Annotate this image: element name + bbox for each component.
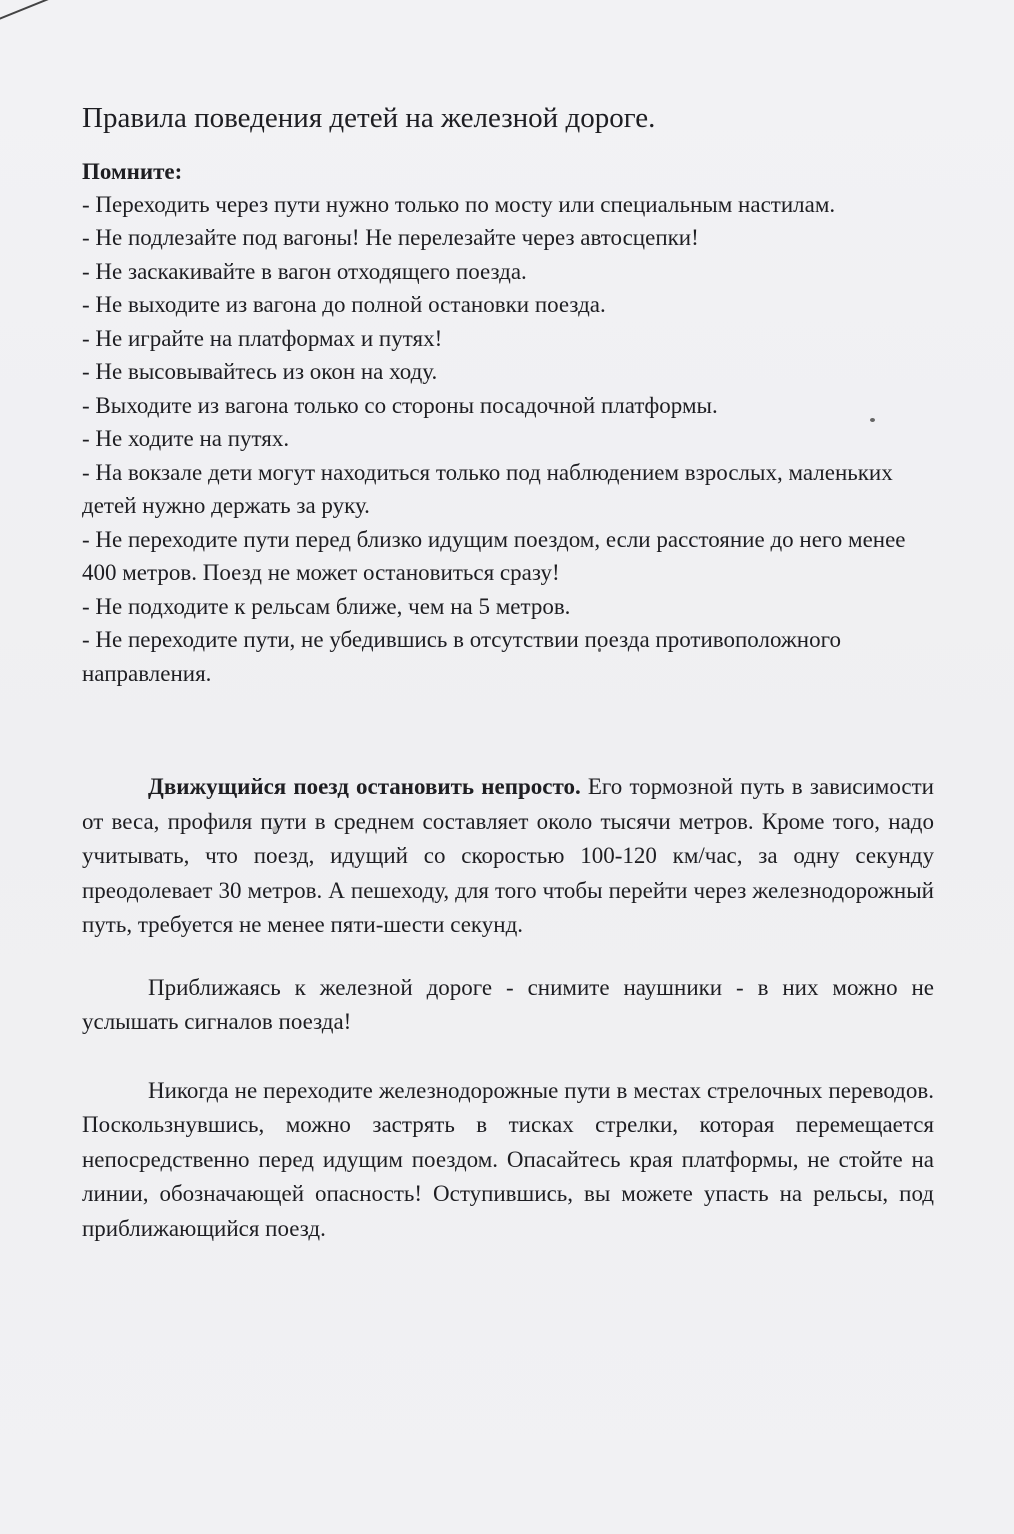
rule-item: - Не подходите к рельсам ближе, чем на 5 метров.	[82, 593, 571, 619]
braking-paragraph-text: Его тормозной путь в зависимости от веса, профиля пути в среднем составляет около тысячи метров. Кроме того, надо учитывать, что поезд, идущий со скоростью 100-120 км/час, за одну секунду преодолевает 30 метров. А пешеходу, для того чтобы перейти через железнодорожный путь, требуется не менее пяти-шести секунд.	[82, 774, 934, 938]
rule-item: - Не заскакивайте в вагон отходящего поезда.	[82, 258, 527, 284]
rule-item: - Переходить через пути нужно только по мосту или специальным настилам.	[82, 191, 836, 217]
document-content	[82, 100, 934, 1246]
rule-item: - Не высовывайтесь из окон на ходу.	[82, 359, 438, 385]
rule-item: - Не подлезайте под вагоны! Не перелезайте через автосцепки!	[82, 225, 699, 251]
rule-item: - Не переходите пути перед близко идущим поездом, если расстояние до него менее 400 метров. Поезд не может остановиться сразу!	[82, 526, 906, 586]
rule-item: - Не ходите на путях.	[82, 426, 290, 452]
switches-paragraph: Никогда не переходите железнодорожные пути в местах стрелочных переводов. Поскользнувшись, можно застрять в тисках стрелки, которая перемещается непосредственно перед идущим поездом. Опасайтесь края платформы, не стойте на линии, обозначающей опасность! Оступившись, вы можете упасть на рельсы, под приближающийся поезд.	[82, 1077, 934, 1241]
rules-list	[82, 188, 934, 691]
headphones-paragraph: Приближаясь к железной дороге - снимите наушники - в них можно не услышать сигналов поезда!	[82, 974, 934, 1035]
rule-item: - Выходите из вагона только со стороны посадочной платформы.	[82, 392, 718, 418]
document-title: Правила поведения детей на железной дороге.	[82, 102, 656, 134]
remember-heading: Помните:	[82, 158, 183, 184]
rule-item: - Не переходите пути, не убедившись в отсутствии поезда противоположного направления.	[82, 627, 841, 686]
rule-item: - На вокзале дети могут находиться только под наблюдением взрослых, маленьких детей нужно держать за руку.	[82, 459, 893, 519]
corner-scan-mark	[0, 0, 59, 22]
braking-paragraph	[82, 770, 934, 943]
rule-item: - Не выходите из вагона до полной остановки поезда.	[82, 292, 606, 318]
rule-item: - Не играйте на платформах и путях!	[82, 325, 443, 351]
braking-paragraph-lead: Движущийся поезд остановить непросто.	[148, 774, 581, 800]
